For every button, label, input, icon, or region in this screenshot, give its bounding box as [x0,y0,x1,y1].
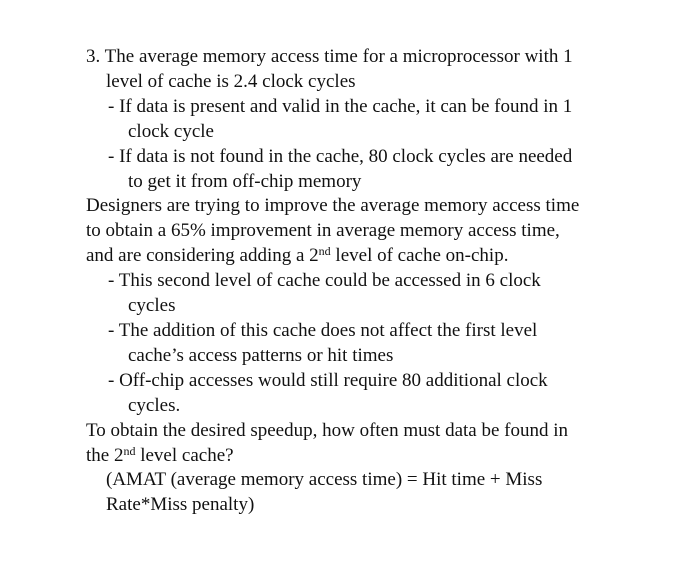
bullet-line: - Off-chip accesses would still require 80 additional clock [108,369,548,391]
question-intro-line: 3. The average memory access time for a microprocessor with 1 [86,46,573,67]
designers-paragraph [0,194,700,269]
bullet-line: to get it from off-chip memory [128,170,362,192]
bullet-cache-hit [0,95,700,145]
formula-line: Rate*Miss penalty) [106,494,255,516]
bullet-line: cache’s access patterns or hit times [128,344,394,366]
bullet-line: - If data is not found in the cache, 80 clock cycles are needed [108,145,573,167]
formula-line: (AMAT (average memory access time) = Hit time + Miss [106,469,543,491]
paragraph-line: to obtain a 65% improvement in average memory access time, [86,220,560,242]
ordinal-superscript: nd [123,443,136,458]
bullet-line: cycles [128,295,176,317]
question-intro [0,45,700,95]
paragraph-line: To obtain the desired speedup, how often must data be found in [86,419,569,441]
bullet-line: clock cycle [128,120,214,142]
bullet-line: cycles. [128,394,181,416]
text-run: and are considering adding a 2 [86,245,319,267]
text-run: the 2 [86,444,124,466]
amat-formula [0,468,700,518]
ask-paragraph [0,419,700,469]
bullet-offchip-penalty [0,369,700,419]
paragraph-line: Designers are trying to improve the average memory access time [86,195,580,217]
text-run: level cache? [135,444,234,466]
bullet-line: - If data is present and valid in the cache, it can be found in 1 [108,95,573,117]
paragraph-line [86,444,700,469]
question-intro-line: level of cache is 2.4 clock cycles [106,70,356,92]
question-block [0,45,700,518]
paragraph-line [86,244,700,269]
text-run: level of cache on-chip. [330,245,509,267]
ordinal-superscript: nd [318,244,331,259]
bullet-l1-unaffected [0,319,700,369]
bullet-line: - The addition of this cache does not affect the first level [108,319,538,341]
bullet-l2-access [0,269,700,319]
bullet-cache-miss [0,145,700,195]
bullet-line: - This second level of cache could be accessed in 6 clock [108,270,541,292]
